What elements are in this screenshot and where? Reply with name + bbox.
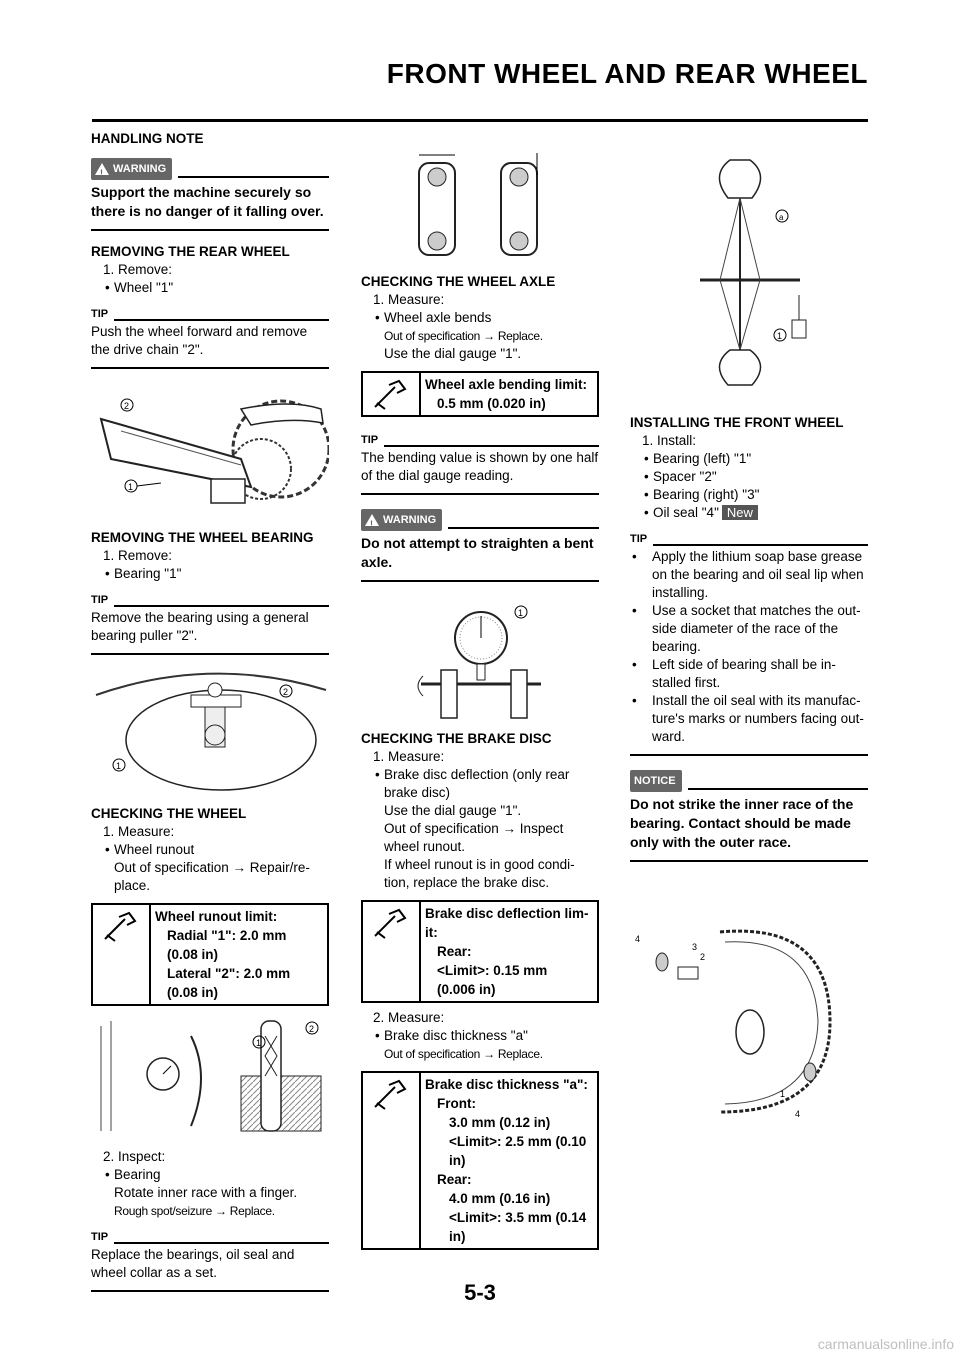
list-item: • Wheel runout — [91, 841, 329, 859]
warning-box — [361, 509, 599, 582]
spec-line: Lateral "2": 2.0 mm — [167, 966, 291, 981]
wrench-icon — [363, 1073, 421, 1248]
spec-box — [361, 900, 599, 1003]
result-text: Rough spot/seizure → Replace. — [114, 1204, 275, 1218]
svg-text:1: 1 — [116, 761, 122, 771]
svg-text:1: 1 — [128, 482, 134, 492]
step-text: 1. Remove: — [103, 262, 173, 277]
list-item: • Bearing (right) "3" — [630, 486, 868, 504]
remove-bearing-heading: REMOVING THE WHEEL BEARING — [91, 530, 314, 545]
warning-text: Do not attempt to straighten a bent axle. — [361, 535, 594, 570]
disc-heading: CHECKING THE BRAKE DISC — [361, 731, 552, 746]
action-text: Out of specification → Repair/re-place. — [114, 860, 310, 893]
rear-wheel-chain-figure — [91, 379, 329, 519]
step-text: 1. Measure: — [373, 292, 445, 307]
spec-line: in) — [449, 1153, 466, 1168]
svg-text:2: 2 — [309, 1024, 315, 1034]
wrench-icon — [363, 373, 421, 415]
svg-text:4: 4 — [795, 1109, 801, 1119]
list-item: • Wheel axle bends — [361, 309, 599, 327]
warning-badge: ! WARNING — [91, 158, 172, 180]
list-item: • Bearing — [91, 1166, 329, 1184]
list-item: • Bearing "1" — [91, 565, 329, 583]
wrench-icon — [363, 902, 421, 1001]
spec-line: Rear: — [437, 944, 472, 959]
spec-line: 4.0 mm (0.16 in) — [449, 1191, 551, 1206]
svg-text:1: 1 — [256, 1038, 262, 1048]
spec-line: Front: — [437, 1096, 476, 1111]
tip-item: • Apply the lithium soap base grease on the bearing and oil seal lip when installing. — [630, 548, 868, 602]
spec-line: (0.08 in) — [167, 947, 219, 962]
spec-line: (0.08 in) — [167, 985, 219, 1000]
spec-line: (0.006 in) — [437, 982, 496, 997]
remove-rear-heading: REMOVING THE REAR WHEEL — [91, 244, 290, 259]
spec-line: Brake disc thickness "a": — [425, 1077, 588, 1092]
spec-line: 0.5 mm (0.020 in) — [437, 396, 546, 411]
bearing-puller-figure — [91, 665, 329, 795]
notice-box — [630, 770, 868, 862]
svg-text:2: 2 — [700, 952, 706, 962]
step-text: 1. Measure: — [373, 749, 445, 764]
svg-text:a: a — [779, 213, 784, 222]
list-item: • Oil seal "4" New — [630, 504, 868, 522]
step-text: 2. Inspect: — [103, 1149, 166, 1164]
step-text: 1. Measure: — [103, 824, 175, 839]
column-1 — [91, 130, 329, 1292]
check-wheel-heading: CHECKING THE WHEEL — [91, 806, 247, 821]
list-item: • Brake disc thickness "a" — [361, 1027, 599, 1045]
tip-item: • Install the oil seal with its manufac-ture's marks or numbers facing out-ward. — [630, 692, 868, 746]
svg-text:2: 2 — [283, 687, 289, 697]
list-item: • Wheel "1" — [91, 279, 329, 297]
list-item: • Bearing (left) "1" — [630, 450, 868, 468]
header-rule — [92, 119, 868, 122]
new-badge: New — [722, 505, 758, 520]
svg-text:1: 1 — [518, 608, 524, 618]
tip-text: Push the wheel forward and remove the drive chain "2". — [91, 324, 308, 357]
spec-line: Wheel runout limit: — [155, 909, 278, 924]
action-text: Out of specification → Inspect wheel runout. — [384, 821, 564, 854]
warning-text: Support the machine securely so there is no danger of it falling over. — [91, 184, 324, 219]
tip-text: Replace the bearings, oil seal and wheel collar as a set. — [91, 1247, 295, 1280]
spec-line: Rear: — [437, 1172, 472, 1187]
wrench-icon — [93, 905, 151, 1004]
step-text: 2. Measure: — [373, 1010, 445, 1025]
warning-triangle-icon — [95, 163, 109, 175]
warning-triangle-icon — [365, 514, 379, 526]
tip-text: The bending value is shown by one half of the dial gauge reading. — [361, 450, 599, 483]
tip-box: TIP The bending value is shown by one half of the dial gauge reading. — [361, 431, 599, 495]
result-text: Out of specification → Replace. — [384, 329, 543, 343]
watermark: carmanualsonline.info — [817, 1336, 954, 1352]
tip-item: • Left side of bearing shall be in-stalled first. — [630, 656, 868, 692]
dial-gauge-figure — [361, 600, 599, 720]
warning-badge: ! WARNING — [361, 509, 442, 531]
spec-box — [361, 371, 599, 417]
install-heading: INSTALLING THE FRONT WHEEL — [630, 415, 844, 430]
front-wheel-exploded-figure — [630, 922, 868, 1122]
svg-text:1: 1 — [777, 331, 783, 341]
notice-badge: NOTICE — [630, 770, 682, 792]
spec-line: Wheel axle bending limit: — [425, 377, 588, 392]
runout-gauge-figure — [91, 1016, 329, 1136]
tip-box: TIP Replace the bearings, oil seal and wheel collar as a set. — [91, 1228, 329, 1292]
page-number: 5-3 — [464, 1280, 496, 1305]
spec-line: <Limit>: 2.5 mm (0.10 — [449, 1134, 587, 1149]
spec-line: Brake disc deflection lim-it: — [425, 906, 589, 940]
axle-heading: CHECKING THE WHEEL AXLE — [361, 274, 556, 289]
wheel-hanging-figure — [630, 150, 868, 390]
tip-box: TIP Push the wheel forward and remove the drive chain "2". — [91, 305, 329, 369]
spec-line: <Limit>: 3.5 mm (0.14 — [449, 1210, 587, 1225]
action-text: If wheel runout is in good condi-tion, replace the brake disc. — [384, 857, 575, 890]
result-text: Out of specification → Replace. — [384, 1047, 543, 1061]
column-3 — [630, 150, 868, 1122]
svg-text:1: 1 — [780, 1089, 786, 1099]
spec-box — [361, 1071, 599, 1250]
action-text: Use the dial gauge "1". — [384, 346, 522, 361]
list-item: • Spacer "2" — [630, 468, 868, 486]
step-text: 1. Install: — [642, 433, 697, 448]
list-item: • Brake disc deflection (only rear brake disc) — [361, 766, 599, 802]
svg-text:4: 4 — [635, 934, 641, 944]
spec-line: 3.0 mm (0.12 in) — [449, 1115, 551, 1130]
svg-text:3: 3 — [692, 942, 698, 952]
tip-box: TIP Remove the bearing using a general bearing puller "2". — [91, 591, 329, 655]
tip-box: TIP • Apply the lithium soap base grease on the bearing and oil seal lip when installing. • Use a socket that matches the out-side diameter of the race of the bearing. • Left side of bearing shall be in-stalled first. • Install the oil seal with its manufac-ture's marks or numbers facing out-ward. — [630, 530, 868, 756]
action-text: Use the dial gauge "1". — [384, 803, 522, 818]
page-title: FRONT WHEEL AND REAR WHEEL — [386, 58, 868, 89]
axle-bearing-figure — [361, 145, 599, 263]
tip-item: • Use a socket that matches the out-side diameter of the race of the bearing. — [630, 602, 868, 656]
step-text: 1. Remove: — [103, 548, 173, 563]
column-2 — [361, 145, 599, 1250]
spec-line: <Limit>: 0.15 mm — [437, 963, 548, 978]
spec-line: Radial "1": 2.0 mm — [167, 928, 287, 943]
action-text: Rotate inner race with a finger. — [114, 1185, 298, 1200]
notice-text: Do not strike the inner race of the bearing. Contact should be made only with the outer race. — [630, 796, 854, 850]
spec-box — [91, 903, 329, 1006]
svg-text:2: 2 — [124, 401, 130, 411]
warning-box — [91, 158, 329, 231]
tip-text: Remove the bearing using a general bearing puller "2". — [91, 610, 309, 643]
handling-note-heading: HANDLING NOTE — [91, 131, 204, 146]
spec-line: in) — [449, 1229, 466, 1244]
